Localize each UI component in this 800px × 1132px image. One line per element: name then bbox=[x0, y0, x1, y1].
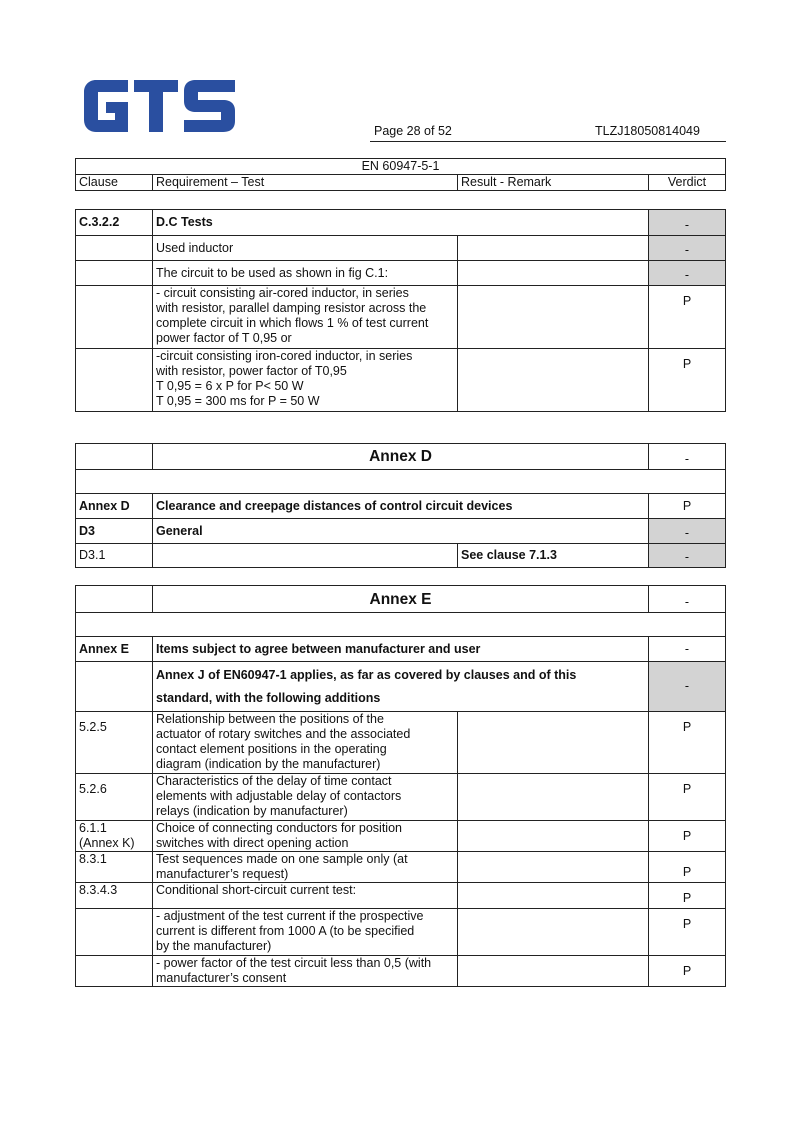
clause-cell bbox=[76, 909, 153, 956]
table-row bbox=[76, 909, 726, 956]
clause-cell: Annex E bbox=[76, 637, 153, 662]
requirement-line: elements with adjustable delay of contactors bbox=[156, 789, 402, 803]
requirement-cell: General bbox=[153, 519, 649, 544]
section-c-table bbox=[75, 209, 726, 412]
requirement-cell bbox=[153, 286, 458, 349]
table-row bbox=[76, 236, 726, 261]
result-cell bbox=[458, 712, 649, 774]
clause-cell bbox=[76, 261, 153, 286]
clause-cell: 5.2.5 bbox=[76, 712, 153, 774]
requirement-cell: Items subject to agree between manufacturer and user bbox=[153, 637, 649, 662]
clause-cell bbox=[76, 349, 153, 412]
verdict-cell: - bbox=[649, 261, 726, 286]
requirement-line: - adjustment of the test current if the prospective bbox=[156, 909, 424, 923]
clause-cell bbox=[76, 956, 153, 987]
result-cell: See clause 7.1.3 bbox=[458, 544, 649, 568]
result-cell bbox=[458, 821, 649, 852]
report-id: TLZJ18050814049 bbox=[595, 124, 700, 138]
requirement-line: Relationship between the positions of the bbox=[156, 712, 384, 726]
requirement-line: switches with direct opening action bbox=[156, 836, 349, 850]
requirement-line: actuator of rotary switches and the associated bbox=[156, 727, 411, 741]
verdict-cell: P bbox=[649, 821, 726, 852]
table-row bbox=[76, 637, 726, 662]
table-row bbox=[76, 956, 726, 987]
table-row bbox=[76, 662, 726, 712]
table-row bbox=[76, 852, 726, 883]
requirement-line: power factor of T 0,95 or bbox=[156, 331, 292, 345]
annex-d-title: Annex D bbox=[153, 444, 649, 470]
verdict-cell: P bbox=[649, 349, 726, 412]
table-row bbox=[76, 821, 726, 852]
annex-e-title: Annex E bbox=[153, 586, 649, 613]
requirement-line: - circuit consisting air-cored inductor, in series bbox=[156, 286, 409, 300]
requirement-line: relays (indication by manufacturer) bbox=[156, 804, 348, 818]
clause-cell bbox=[76, 586, 153, 613]
verdict-cell: P bbox=[649, 774, 726, 821]
table-row bbox=[76, 286, 726, 349]
result-cell bbox=[458, 956, 649, 987]
clause-cell: D3.1 bbox=[76, 544, 153, 568]
clause-cell bbox=[76, 286, 153, 349]
requirement-line: Choice of connecting conductors for position bbox=[156, 821, 402, 835]
table-row bbox=[76, 519, 726, 544]
requirement-line: current is different from 1000 A (to be specified bbox=[156, 924, 415, 938]
result-cell bbox=[458, 236, 649, 261]
col-clause: Clause bbox=[76, 175, 153, 191]
clause-cell: 8.3.4.3 bbox=[76, 883, 153, 909]
requirement-line: diagram (indication by the manufacturer) bbox=[156, 757, 381, 771]
requirement-cell bbox=[153, 774, 458, 821]
clause-cell bbox=[76, 821, 153, 852]
requirement-cell bbox=[153, 909, 458, 956]
verdict-cell: - bbox=[649, 586, 726, 613]
clause-cell bbox=[76, 444, 153, 470]
page-number: Page 28 of 52 bbox=[374, 124, 452, 138]
clause-cell bbox=[76, 236, 153, 261]
verdict-cell: - bbox=[649, 210, 726, 236]
requirement-line: Test sequences made on one sample only (at bbox=[156, 852, 408, 866]
clause-cell: C.3.2.2 bbox=[76, 210, 153, 236]
logo-text: GTS bbox=[84, 80, 87, 81]
result-cell bbox=[458, 261, 649, 286]
requirement-line: manufacturer’s consent bbox=[156, 971, 287, 985]
verdict-cell: - bbox=[649, 444, 726, 470]
gts-logo bbox=[84, 80, 236, 132]
requirement-line: -circuit consisting iron-cored inductor, in series bbox=[156, 349, 413, 363]
col-verdict: Verdict bbox=[649, 175, 726, 191]
requirement-line: Characteristics of the delay of time contact bbox=[156, 774, 392, 788]
requirement-cell bbox=[153, 349, 458, 412]
requirement-line: T 0,95 = 300 ms for P = 50 W bbox=[156, 394, 320, 408]
col-requirement: Requirement – Test bbox=[153, 175, 458, 191]
verdict-cell: P bbox=[649, 286, 726, 349]
requirement-cell: Used inductor bbox=[153, 236, 458, 261]
clause-cell: 8.3.1 bbox=[76, 852, 153, 883]
requirement-line: complete circuit in which flows 1 % of test current bbox=[156, 316, 429, 330]
clause-line: (Annex K) bbox=[79, 836, 135, 850]
verdict-cell: P bbox=[649, 883, 726, 909]
table-row bbox=[76, 774, 726, 821]
table-row bbox=[76, 210, 726, 236]
requirement-cell bbox=[153, 852, 458, 883]
clause-cell bbox=[76, 662, 153, 712]
verdict-cell: - bbox=[649, 544, 726, 568]
annex-e-table bbox=[75, 585, 726, 987]
col-result: Result - Remark bbox=[458, 175, 649, 191]
clause-line: 6.1.1 bbox=[79, 821, 107, 835]
verdict-cell: P bbox=[649, 712, 726, 774]
annex-title-row bbox=[76, 586, 726, 613]
header-divider bbox=[370, 141, 726, 142]
requirement-line: with resistor, parallel damping resistor across the bbox=[156, 301, 427, 315]
result-cell bbox=[458, 883, 649, 909]
clause-cell: D3 bbox=[76, 519, 153, 544]
requirement-cell: Conditional short-circuit current test: bbox=[153, 883, 458, 909]
clause-cell: 5.2.6 bbox=[76, 774, 153, 821]
verdict-cell: - bbox=[649, 236, 726, 261]
requirement-line: with resistor, power factor of T0,95 bbox=[156, 364, 347, 378]
verdict-cell: - bbox=[649, 519, 726, 544]
annex-title-row bbox=[76, 444, 726, 470]
standard-header-table bbox=[75, 158, 726, 191]
requirement-cell bbox=[153, 662, 649, 712]
requirement-cell: The circuit to be used as shown in fig C.1: bbox=[153, 261, 458, 286]
verdict-cell: - bbox=[649, 637, 726, 662]
table-row bbox=[76, 712, 726, 774]
requirement-line: T 0,95 = 6 x P for P< 50 W bbox=[156, 379, 304, 393]
requirement-line: - power factor of the test circuit less than 0,5 (with bbox=[156, 956, 432, 970]
requirement-line: manufacturer’s request) bbox=[156, 867, 289, 881]
table-row bbox=[76, 494, 726, 519]
spacer-row bbox=[76, 613, 726, 637]
requirement-cell bbox=[153, 712, 458, 774]
spacer-row bbox=[76, 470, 726, 494]
table-row bbox=[76, 883, 726, 909]
table-row bbox=[76, 544, 726, 568]
annex-d-table bbox=[75, 443, 726, 568]
requirement-cell: D.C Tests bbox=[153, 210, 649, 236]
requirement-cell bbox=[153, 821, 458, 852]
verdict-cell: P bbox=[649, 909, 726, 956]
result-cell bbox=[458, 774, 649, 821]
verdict-cell: P bbox=[649, 852, 726, 883]
standard-title: EN 60947-5-1 bbox=[76, 159, 726, 175]
requirement-line: by the manufacturer) bbox=[156, 939, 272, 953]
table-row bbox=[76, 261, 726, 286]
verdict-cell: - bbox=[649, 662, 726, 712]
result-cell bbox=[458, 852, 649, 883]
clause-cell: Annex D bbox=[76, 494, 153, 519]
requirement-cell: Clearance and creepage distances of control circuit devices bbox=[153, 494, 649, 519]
requirement-line: Annex J of EN60947-1 applies, as far as covered by clauses and of this bbox=[156, 668, 577, 682]
verdict-cell: P bbox=[649, 956, 726, 987]
requirement-line: contact element positions in the operating bbox=[156, 742, 387, 756]
requirement-cell bbox=[153, 956, 458, 987]
table-row bbox=[76, 349, 726, 412]
requirement-cell bbox=[153, 544, 458, 568]
verdict-cell: P bbox=[649, 494, 726, 519]
result-cell bbox=[458, 349, 649, 412]
result-cell bbox=[458, 286, 649, 349]
requirement-line: standard, with the following additions bbox=[156, 691, 381, 705]
result-cell bbox=[458, 909, 649, 956]
